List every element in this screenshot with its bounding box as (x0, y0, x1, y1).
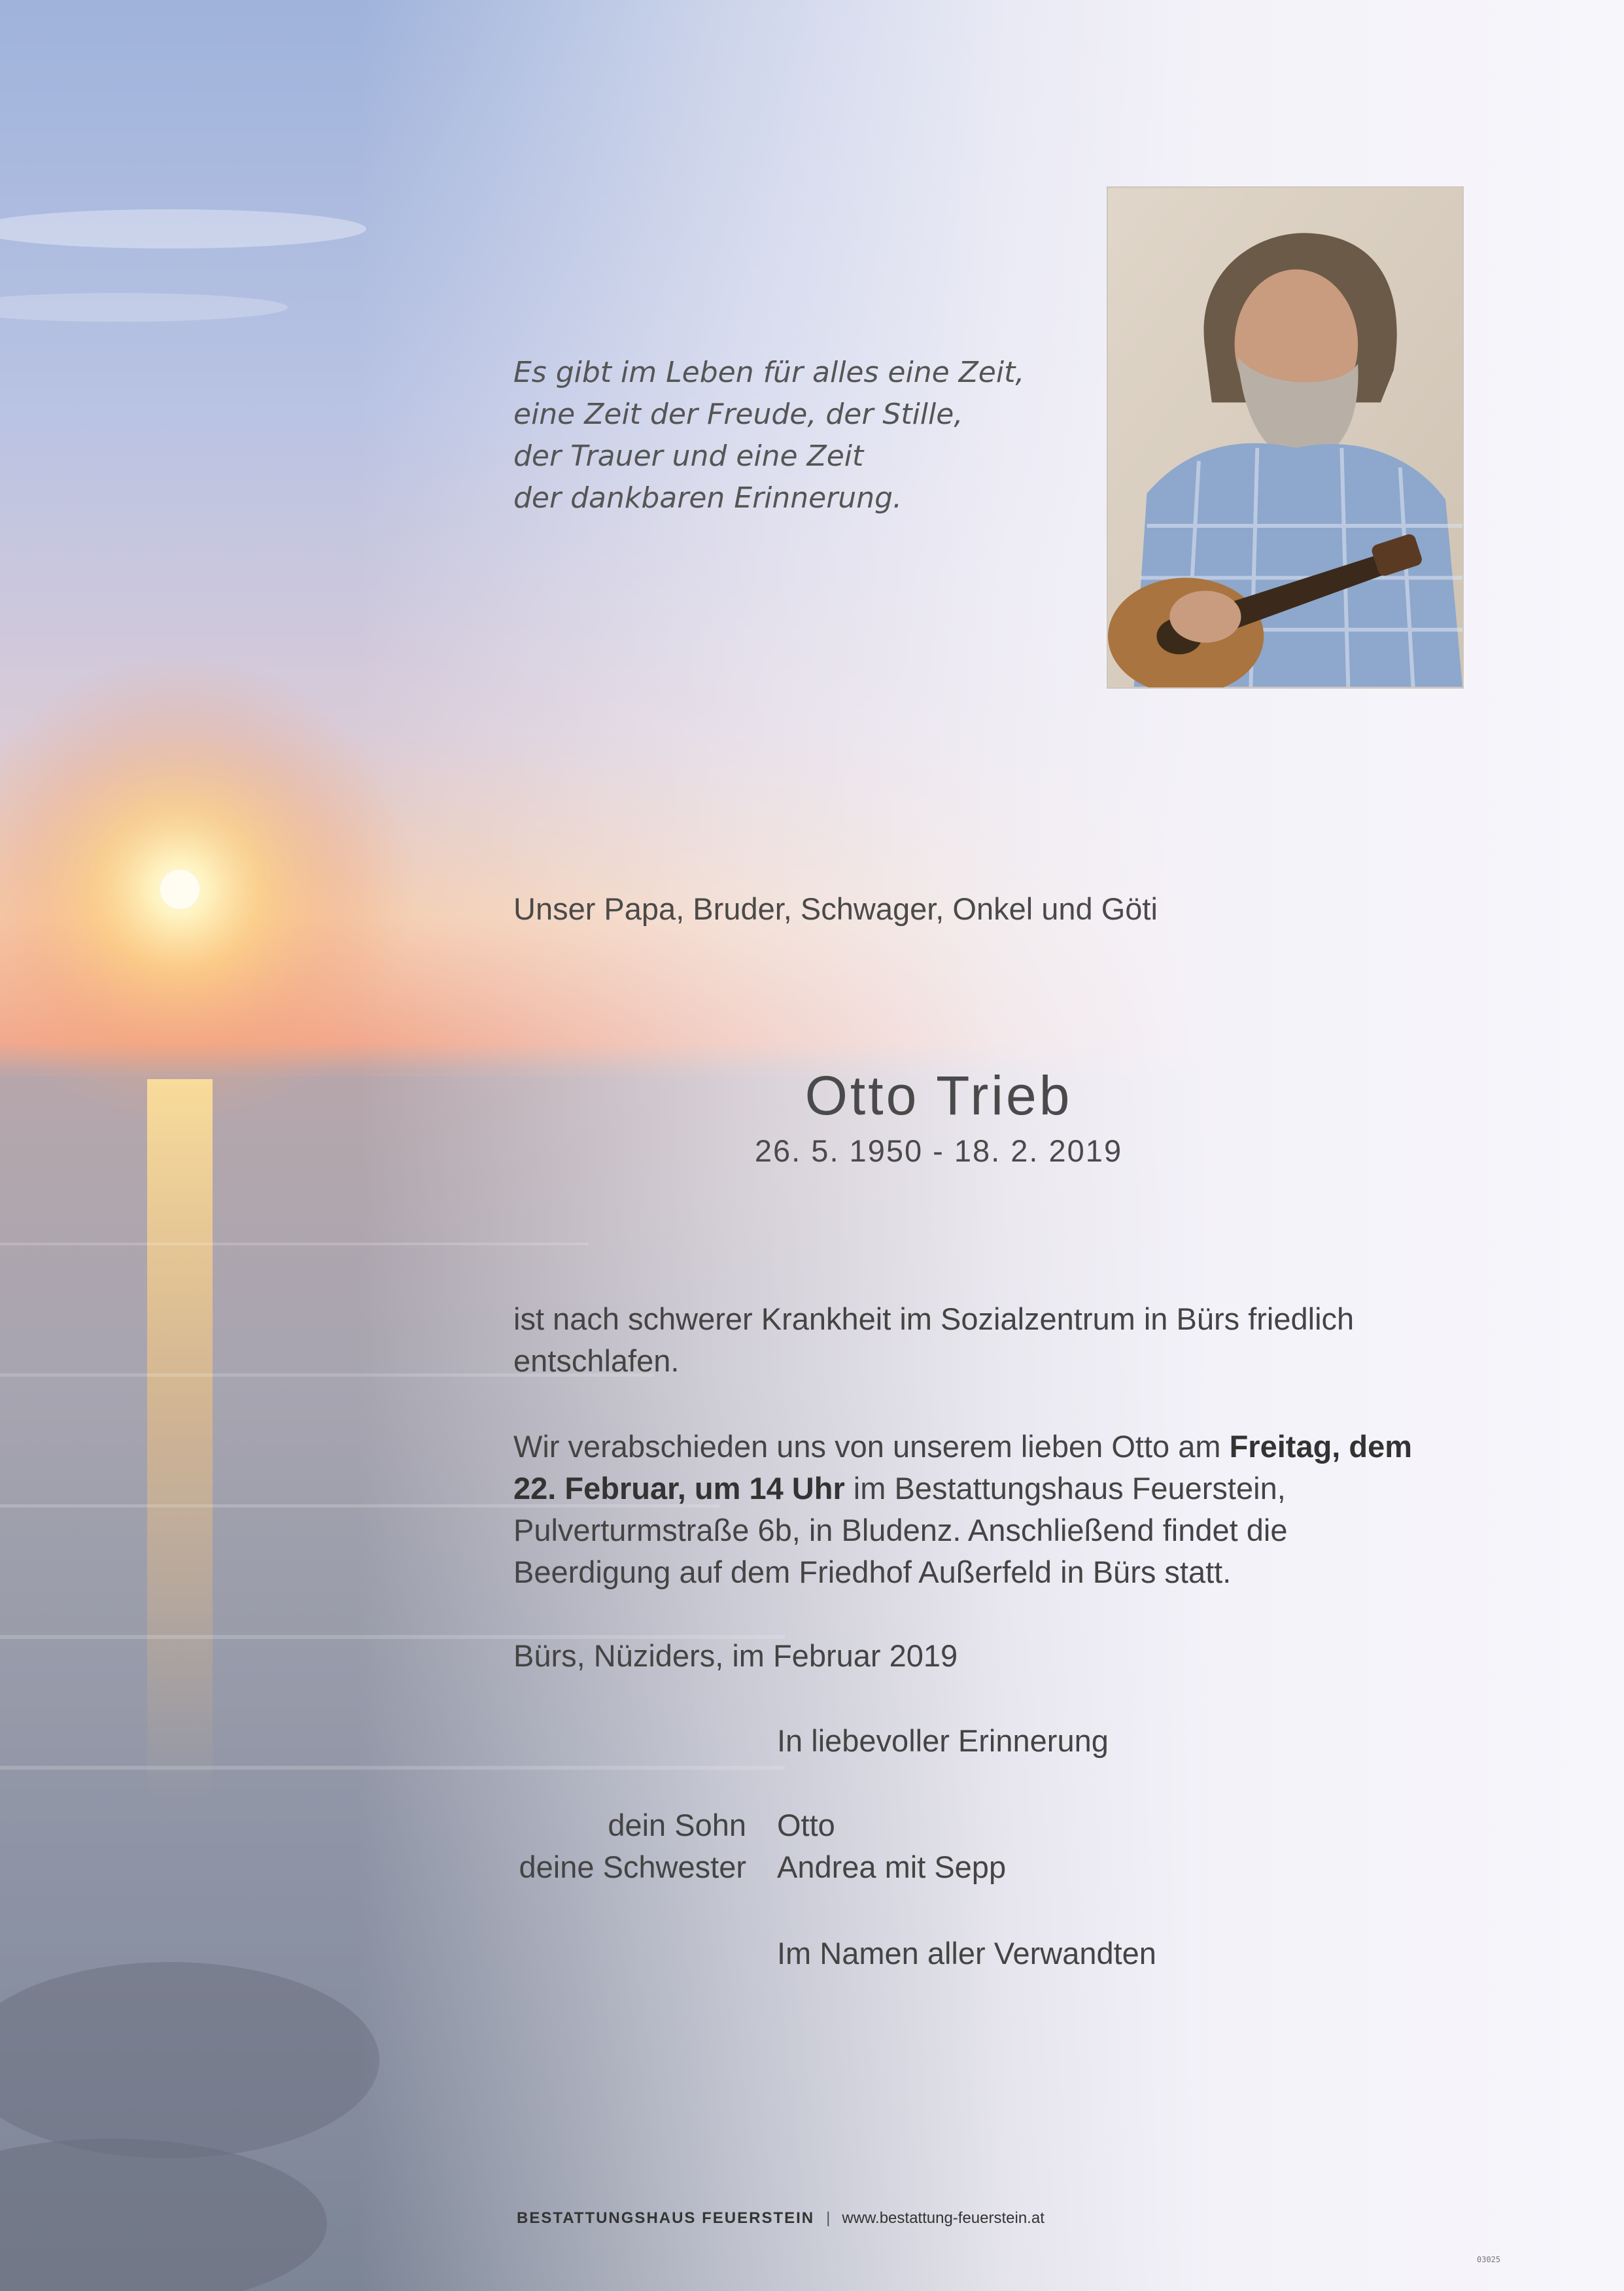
funeral-text-part2: im Bestattungshaus Feuerstein, Pulverturmstraße 6b, in Bludenz. Anschließend findet die Beerdigung auf dem Friedhof Außerfeld in Bürs statt. (513, 1471, 1288, 1589)
poem-line: eine Zeit der Freude, der Stille, (513, 398, 963, 431)
relation-line: Unser Papa, Bruder, Schwager, Onkel und Göti (513, 891, 1158, 926)
funeral-date-time: Freitag, dem 22. Februar, um 14 Uhr (513, 1429, 1413, 1506)
death-notice-paragraph: ist nach schwerer Krankheit im Sozialzentrum in Bürs friedlich entschlafen. (513, 1301, 1355, 1378)
mourner-relation: deine Schwester (519, 1850, 746, 1884)
mourner-relation: dein Sohn (608, 1808, 746, 1842)
poem (513, 352, 1102, 519)
place-and-date: Bürs, Nüziders, im Februar 2019 (513, 1638, 958, 1673)
life-dates: 26. 5. 1950 - 18. 2. 2019 (754, 1133, 1123, 1168)
poem-line: Es gibt im Leben für alles eine Zeit, (513, 356, 1025, 389)
poem-line: der Trauer und eine Zeit (513, 439, 864, 473)
deceased-name: Otto Trieb (804, 1065, 1073, 1126)
footer-brand: BESTATTUNGSHAUS FEUERSTEIN (517, 2209, 815, 2227)
portrait-photo (1107, 186, 1464, 689)
footer-url[interactable]: www.bestattung-feuerstein.at (842, 2209, 1045, 2227)
footer-separator: | (826, 2209, 831, 2227)
in-memory-line: In liebevoller Erinnerung (777, 1723, 1109, 1758)
funeral-text-part1: Wir verabschieden uns von unserem lieben Otto am (513, 1429, 1230, 1464)
footer (517, 2209, 1045, 2228)
poem-line: der dankbaren Erinnerung. (513, 481, 902, 515)
all-relatives-line: Im Namen aller Verwandten (777, 1936, 1156, 1971)
mourner-name: Otto (777, 1808, 835, 1842)
funeral-details-paragraph (513, 1426, 1416, 1593)
mourner-name: Andrea mit Sepp (777, 1850, 1007, 1884)
print-mark: 03025 (1477, 2255, 1501, 2264)
